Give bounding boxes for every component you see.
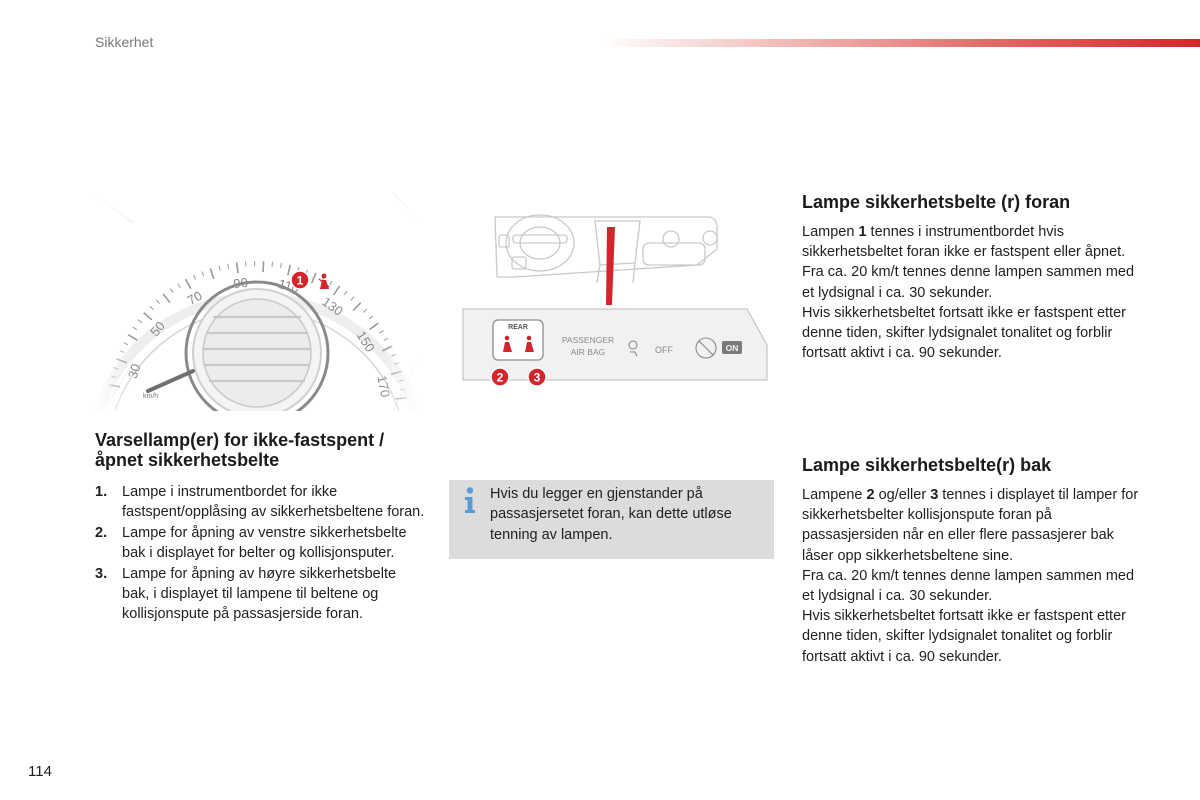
page-number: 114	[28, 763, 52, 780]
list-number: 3.	[95, 565, 108, 582]
rear-lamp-text: Lampene 2 og/eller 3 tennes i displayet til lamper for sikkerhetsbelter kollisjonspute foran på passasjersiden når en eller flere passasjerer bak låser opp sikkerhetsbeltene sine. Fra ca. 20 km/t tennes denne lampen sammen med et lydsignal i ca. 30 sekunder. Hvis sikkerhetsbeltet fortsatt ikke er fastspent etter denne tiden, skifter lydsignalet tonalitet og forblir fortsatt aktivt i ca. 90 sekunder.	[802, 487, 1139, 665]
dashboard-display-illustration	[455, 205, 775, 390]
lamp-number: 1	[858, 224, 867, 240]
svg-text:ON: ON	[725, 343, 739, 353]
list-text: Lampe for åpning av venstre sikkerhetsbelte bak i displayet for belter og kollisjonsputer.	[122, 524, 407, 562]
lamp-number: 2	[866, 487, 875, 503]
warning-lamps-heading: Varsellamp(er) for ikke-fastspent / åpnet sikkerhetsbelte	[95, 430, 385, 470]
callout-badge-3	[528, 368, 546, 386]
svg-text:REAR: REAR	[508, 324, 528, 331]
warning-lamps-section	[95, 430, 425, 625]
list-number: 2.	[95, 524, 108, 541]
front-lamp-heading: Lampe sikkerhetsbelte (r) foran	[802, 192, 1071, 212]
lamp-number: 3	[930, 487, 939, 503]
header-accent-bar	[600, 39, 1200, 47]
svg-text:PASSENGER: PASSENGER	[561, 335, 615, 345]
section-label: Sikkerhet	[95, 34, 154, 50]
display-panel	[463, 309, 767, 380]
callout-badge-2	[491, 368, 509, 386]
svg-text:3: 3	[533, 370, 541, 385]
svg-text:2: 2	[496, 370, 504, 385]
list-item	[95, 523, 425, 564]
list-item	[95, 482, 425, 523]
info-note	[449, 480, 774, 559]
info-note-text: Hvis du legger en gjenstander på passasjersetet foran, kan dette utløse tenning av lampen.	[490, 486, 732, 543]
pointer-arrow	[606, 227, 615, 305]
svg-text:AIR BAG: AIR BAG	[570, 347, 606, 357]
front-lamp-section	[802, 192, 1142, 363]
warning-lamps-list	[95, 482, 425, 625]
list-text: Lampe for åpning av høyre sikkerhetsbelte bak, i displayet til lampene til beltene og kollisjonspute på passasjerside foran.	[122, 565, 397, 623]
speedometer-illustration	[93, 193, 421, 411]
svg-text:OFF: OFF	[655, 345, 673, 355]
info-icon	[463, 486, 477, 514]
list-number: 1.	[95, 484, 108, 500]
list-text: Lampe i instrumentbordet for ikke fastspent/opplåsing av sikkerhetsbeltene foran.	[122, 484, 425, 521]
rear-lamp-section	[802, 455, 1142, 667]
dashboard-outline	[495, 215, 717, 283]
front-lamp-text: Lampen 1 tennes i instrumentbordet hvis sikkerhetsbeltet foran ikke er fastspent eller åpnet. Fra ca. 20 km/t tennes denne lampen sammen med et lydsignal i ca. 30 sekunder. Hvis sikkerhetsbeltet fortsatt ikke er fastspent etter denne tiden, skifter lydsignalet tonalitet og forblir fortsatt aktivt i ca. 90 sekunder.	[802, 224, 1135, 362]
rear-lamp-heading: Lampe sikkerhetsbelte(r) bak	[802, 455, 1052, 475]
list-item	[95, 564, 425, 625]
